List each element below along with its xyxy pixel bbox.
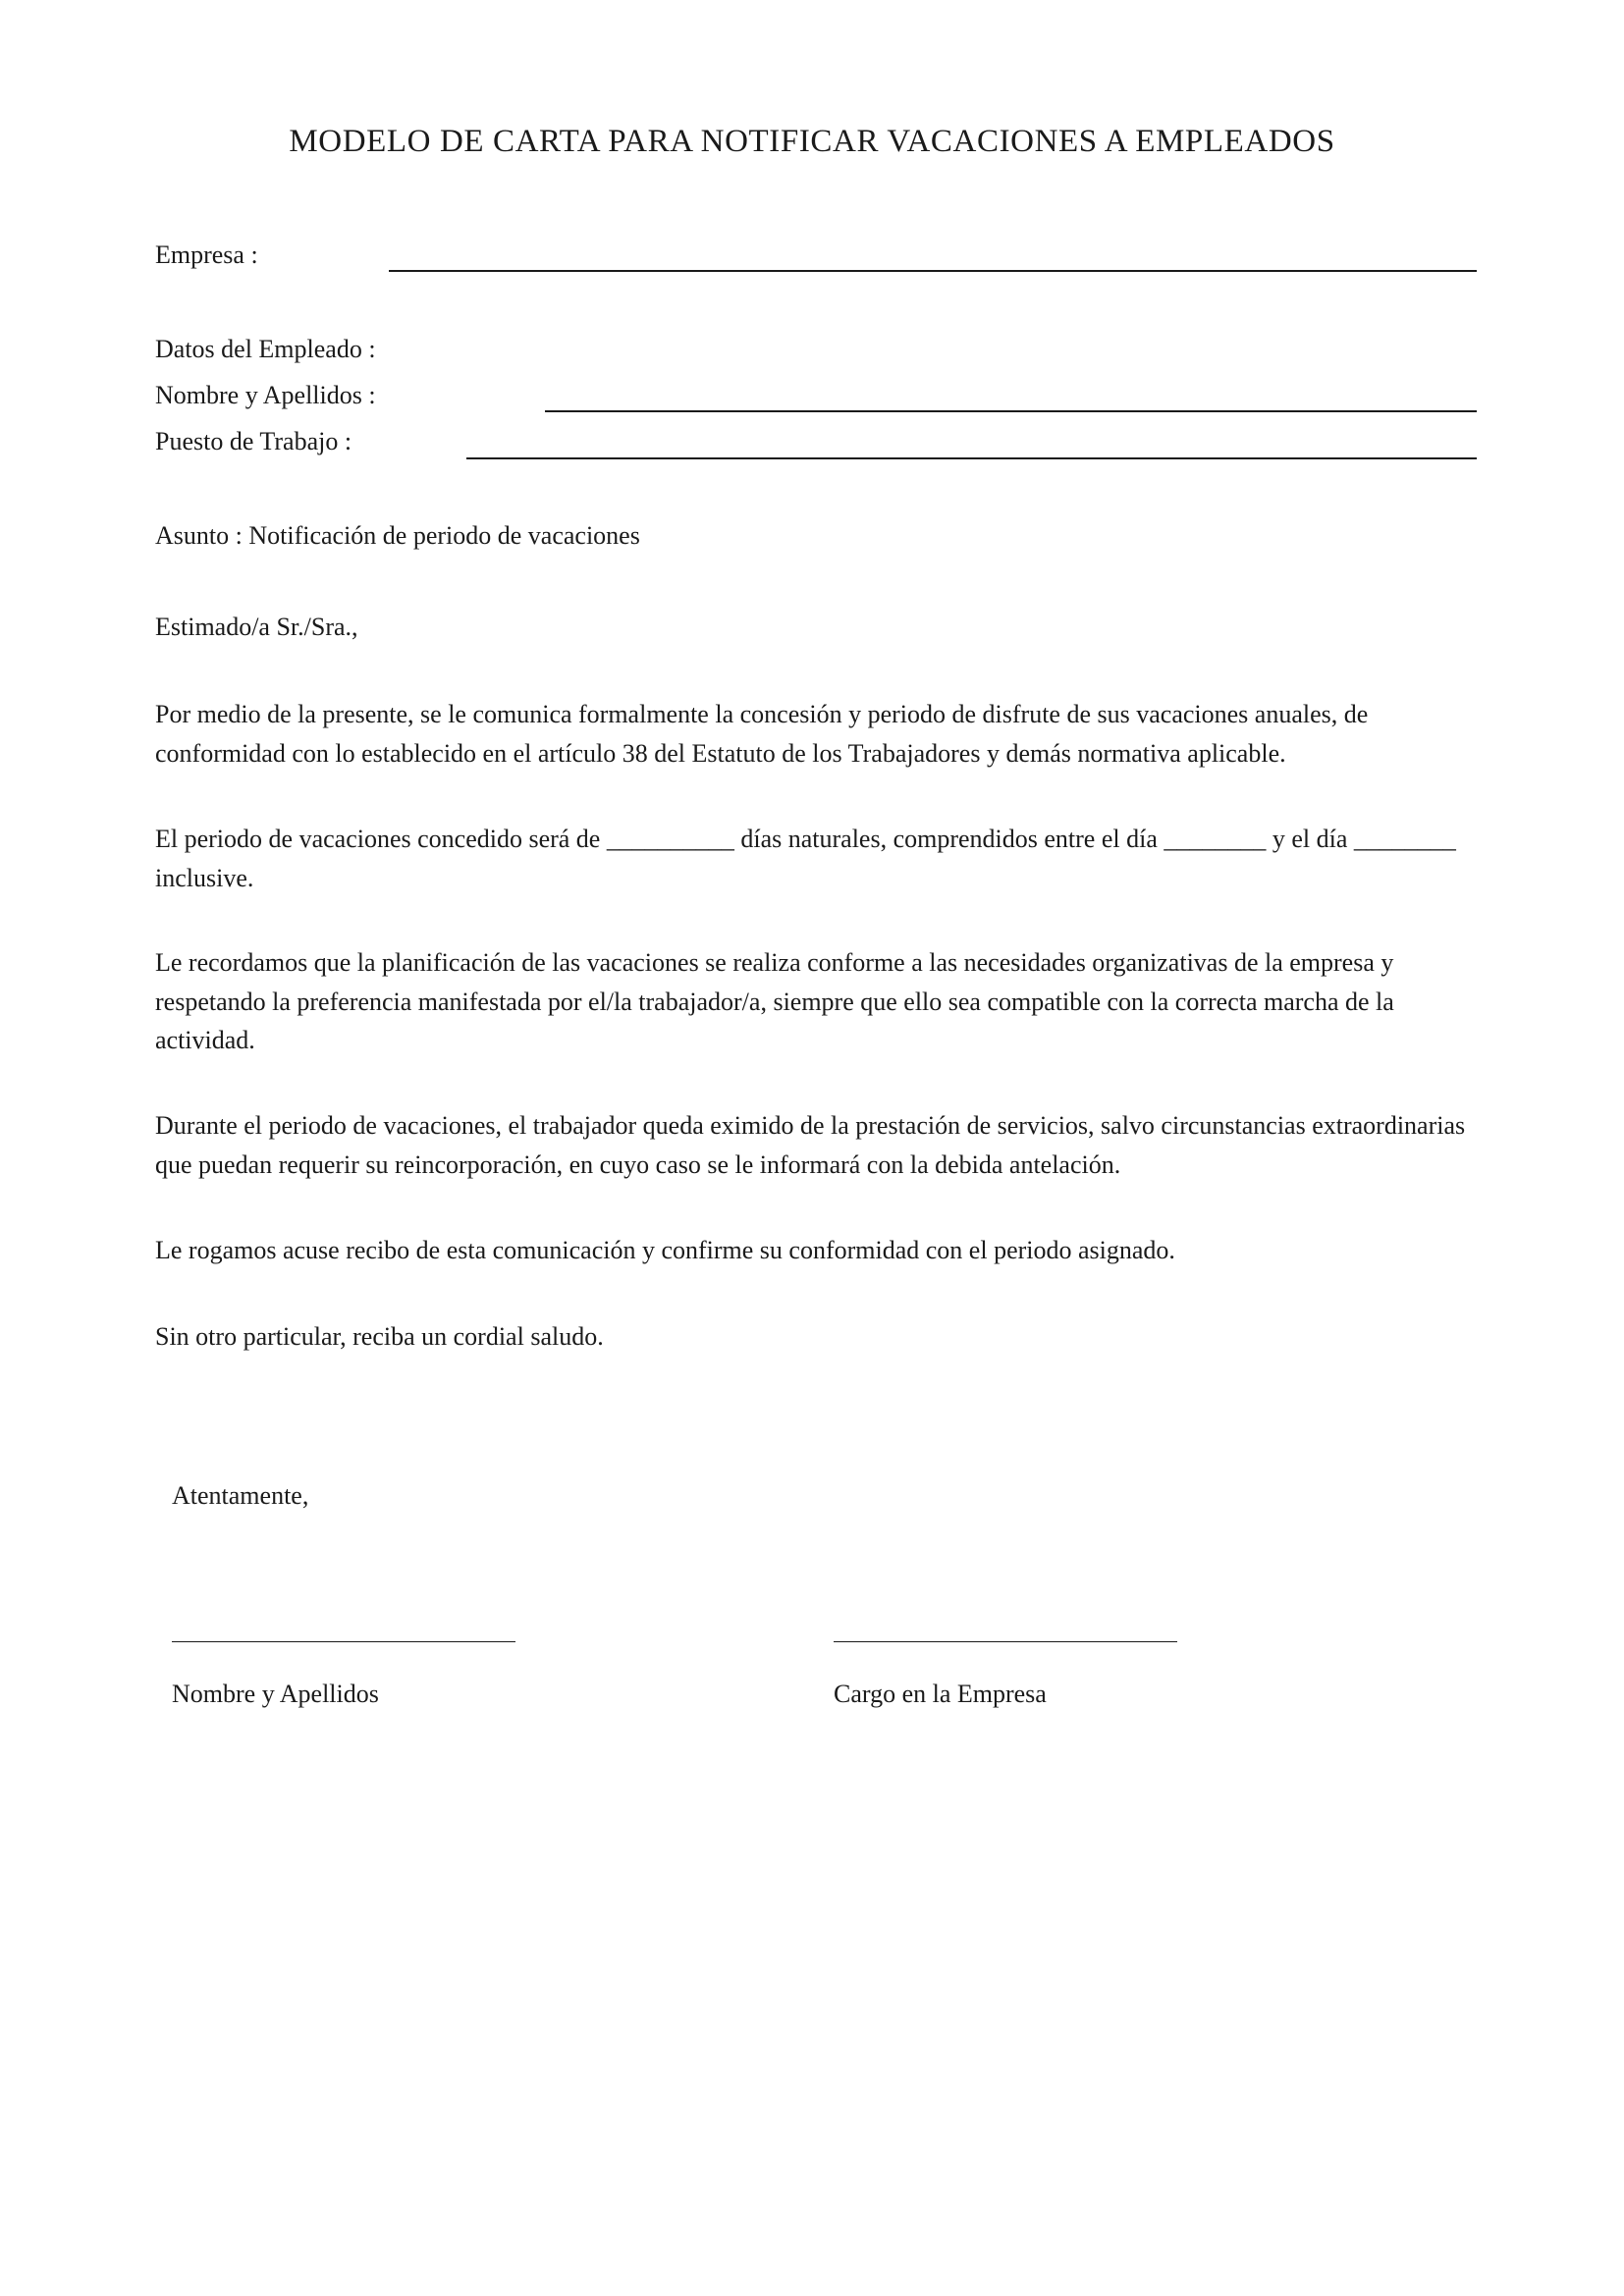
puesto-label: Puesto de Trabajo : (155, 427, 352, 455)
signature-line-left[interactable] (172, 1641, 515, 1642)
paragraph-6: Sin otro particular, reciba un cordial saludo. (155, 1322, 604, 1351)
paragraph-2: El periodo de vacaciones concedido será de __________ días naturales, comprendidos entre el día ________ y el día ________ inclusive. (155, 825, 1456, 892)
empresa-field-line[interactable] (389, 270, 1477, 272)
datos-empleado-label: Datos del Empleado : (155, 335, 376, 363)
paragraph-5: Le rogamos acuse recibo de esta comunicación y confirme su conformidad con el periodo asignado. (155, 1236, 1175, 1264)
asunto-line: Asunto : Notificación de periodo de vacaciones (155, 521, 640, 550)
puesto-field-line[interactable] (466, 457, 1477, 459)
empresa-label: Empresa : (155, 240, 258, 269)
paragraph-4: Durante el periodo de vacaciones, el trabajador queda eximido de la prestación de servicios, salvo circunstancias extraordinarias que puedan requerir su reincorporación, en cuyo caso se le informará con la debida antelación. (155, 1111, 1466, 1179)
signature-label-left: Nombre y Apellidos (172, 1680, 379, 1708)
paragraph-3: Le recordamos que la planificación de las vacaciones se realiza conforme a las necesidades organizativas de la empresa y respetando la preferencia manifestada por el/la trabajador/a, siempre que ello sea compatible con la correcta marcha de la actividad. (155, 948, 1394, 1054)
closing: Atentamente, (172, 1481, 309, 1510)
document-title: MODELO DE CARTA PARA NOTIFICAR VACACIONES A EMPLEADOS (289, 124, 1335, 159)
signature-label-right: Cargo en la Empresa (834, 1680, 1047, 1708)
signature-line-right[interactable] (834, 1641, 1177, 1642)
nombre-field-line[interactable] (545, 410, 1477, 412)
nombre-label: Nombre y Apellidos : (155, 381, 376, 409)
greeting: Estimado/a Sr./Sra., (155, 613, 358, 641)
paragraph-1: Por medio de la presente, se le comunica formalmente la concesión y periodo de disfrute de sus vacaciones anuales, de conformidad con lo establecido en el artículo 38 del Estatuto de los Trabajadores y demás normativa aplicable. (155, 700, 1369, 768)
